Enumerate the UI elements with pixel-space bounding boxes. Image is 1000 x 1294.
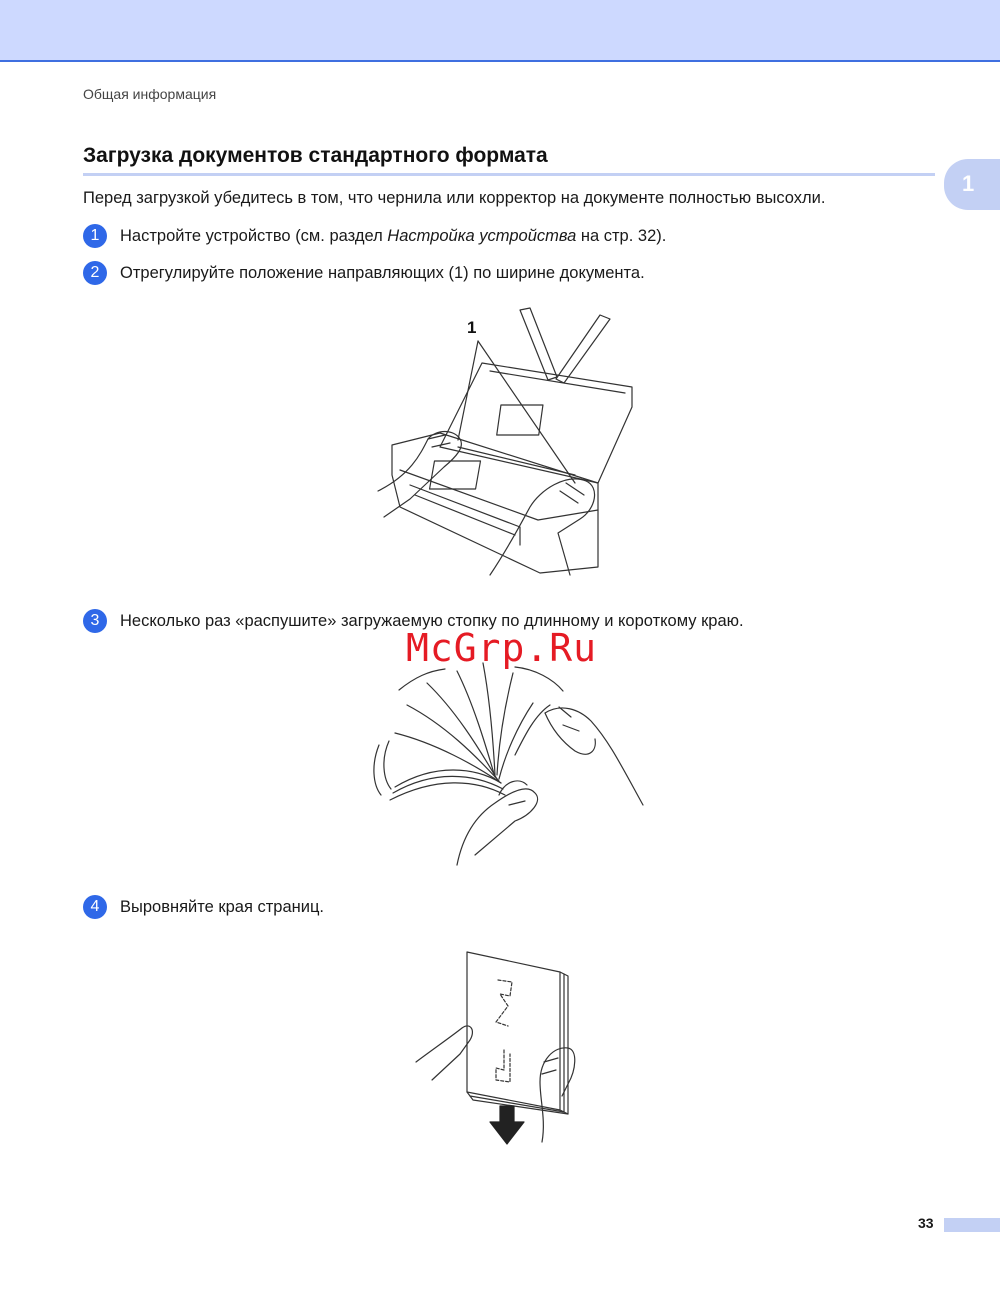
section-title: Загрузка документов стандартного формата bbox=[83, 144, 548, 167]
chapter-tab-number: 1 bbox=[962, 171, 975, 196]
step-number-badge: 2 bbox=[83, 261, 107, 285]
breadcrumb: Общая информация bbox=[83, 86, 217, 102]
step-4 bbox=[83, 895, 324, 919]
step-number-badge: 3 bbox=[83, 609, 107, 633]
step-number-badge: 4 bbox=[83, 895, 107, 919]
page-number: 33 bbox=[918, 1215, 934, 1231]
guide-callout-number: 1 bbox=[467, 318, 477, 337]
step-1-link[interactable]: Настройка устройства bbox=[387, 226, 577, 245]
intro-paragraph: Перед загрузкой убедитесь в том, что чернила или корректор на документе полностью высохли. bbox=[83, 189, 826, 207]
step-1-text-after: на стр. 32). bbox=[576, 226, 667, 245]
scanner-guides-illustration bbox=[370, 305, 660, 580]
callout-leader bbox=[478, 341, 575, 483]
step-3-text: Несколько раз «распушите» загружаемую стопку по длинному и короткому краю. bbox=[120, 611, 744, 630]
page-number-tab bbox=[944, 1218, 1000, 1232]
section-title-rule bbox=[83, 173, 935, 176]
watermark: McGrp.Ru bbox=[406, 626, 598, 670]
chapter-tab[interactable] bbox=[944, 159, 1000, 210]
step-2-text: Отрегулируйте положение направляющих (1) по ширине документа. bbox=[120, 263, 645, 282]
align-pages-illustration bbox=[412, 950, 580, 1148]
step-2 bbox=[83, 261, 645, 285]
step-1-text bbox=[120, 227, 666, 246]
header-band bbox=[0, 0, 1000, 60]
step-1 bbox=[83, 224, 666, 248]
step-1-text-before: Настройте устройство (см. раздел bbox=[120, 226, 388, 245]
header-rule bbox=[0, 60, 1000, 62]
fan-paper-stack-illustration bbox=[365, 655, 650, 870]
step-4-text: Выровняйте края страниц. bbox=[120, 897, 324, 916]
step-number-badge: 1 bbox=[83, 224, 107, 248]
